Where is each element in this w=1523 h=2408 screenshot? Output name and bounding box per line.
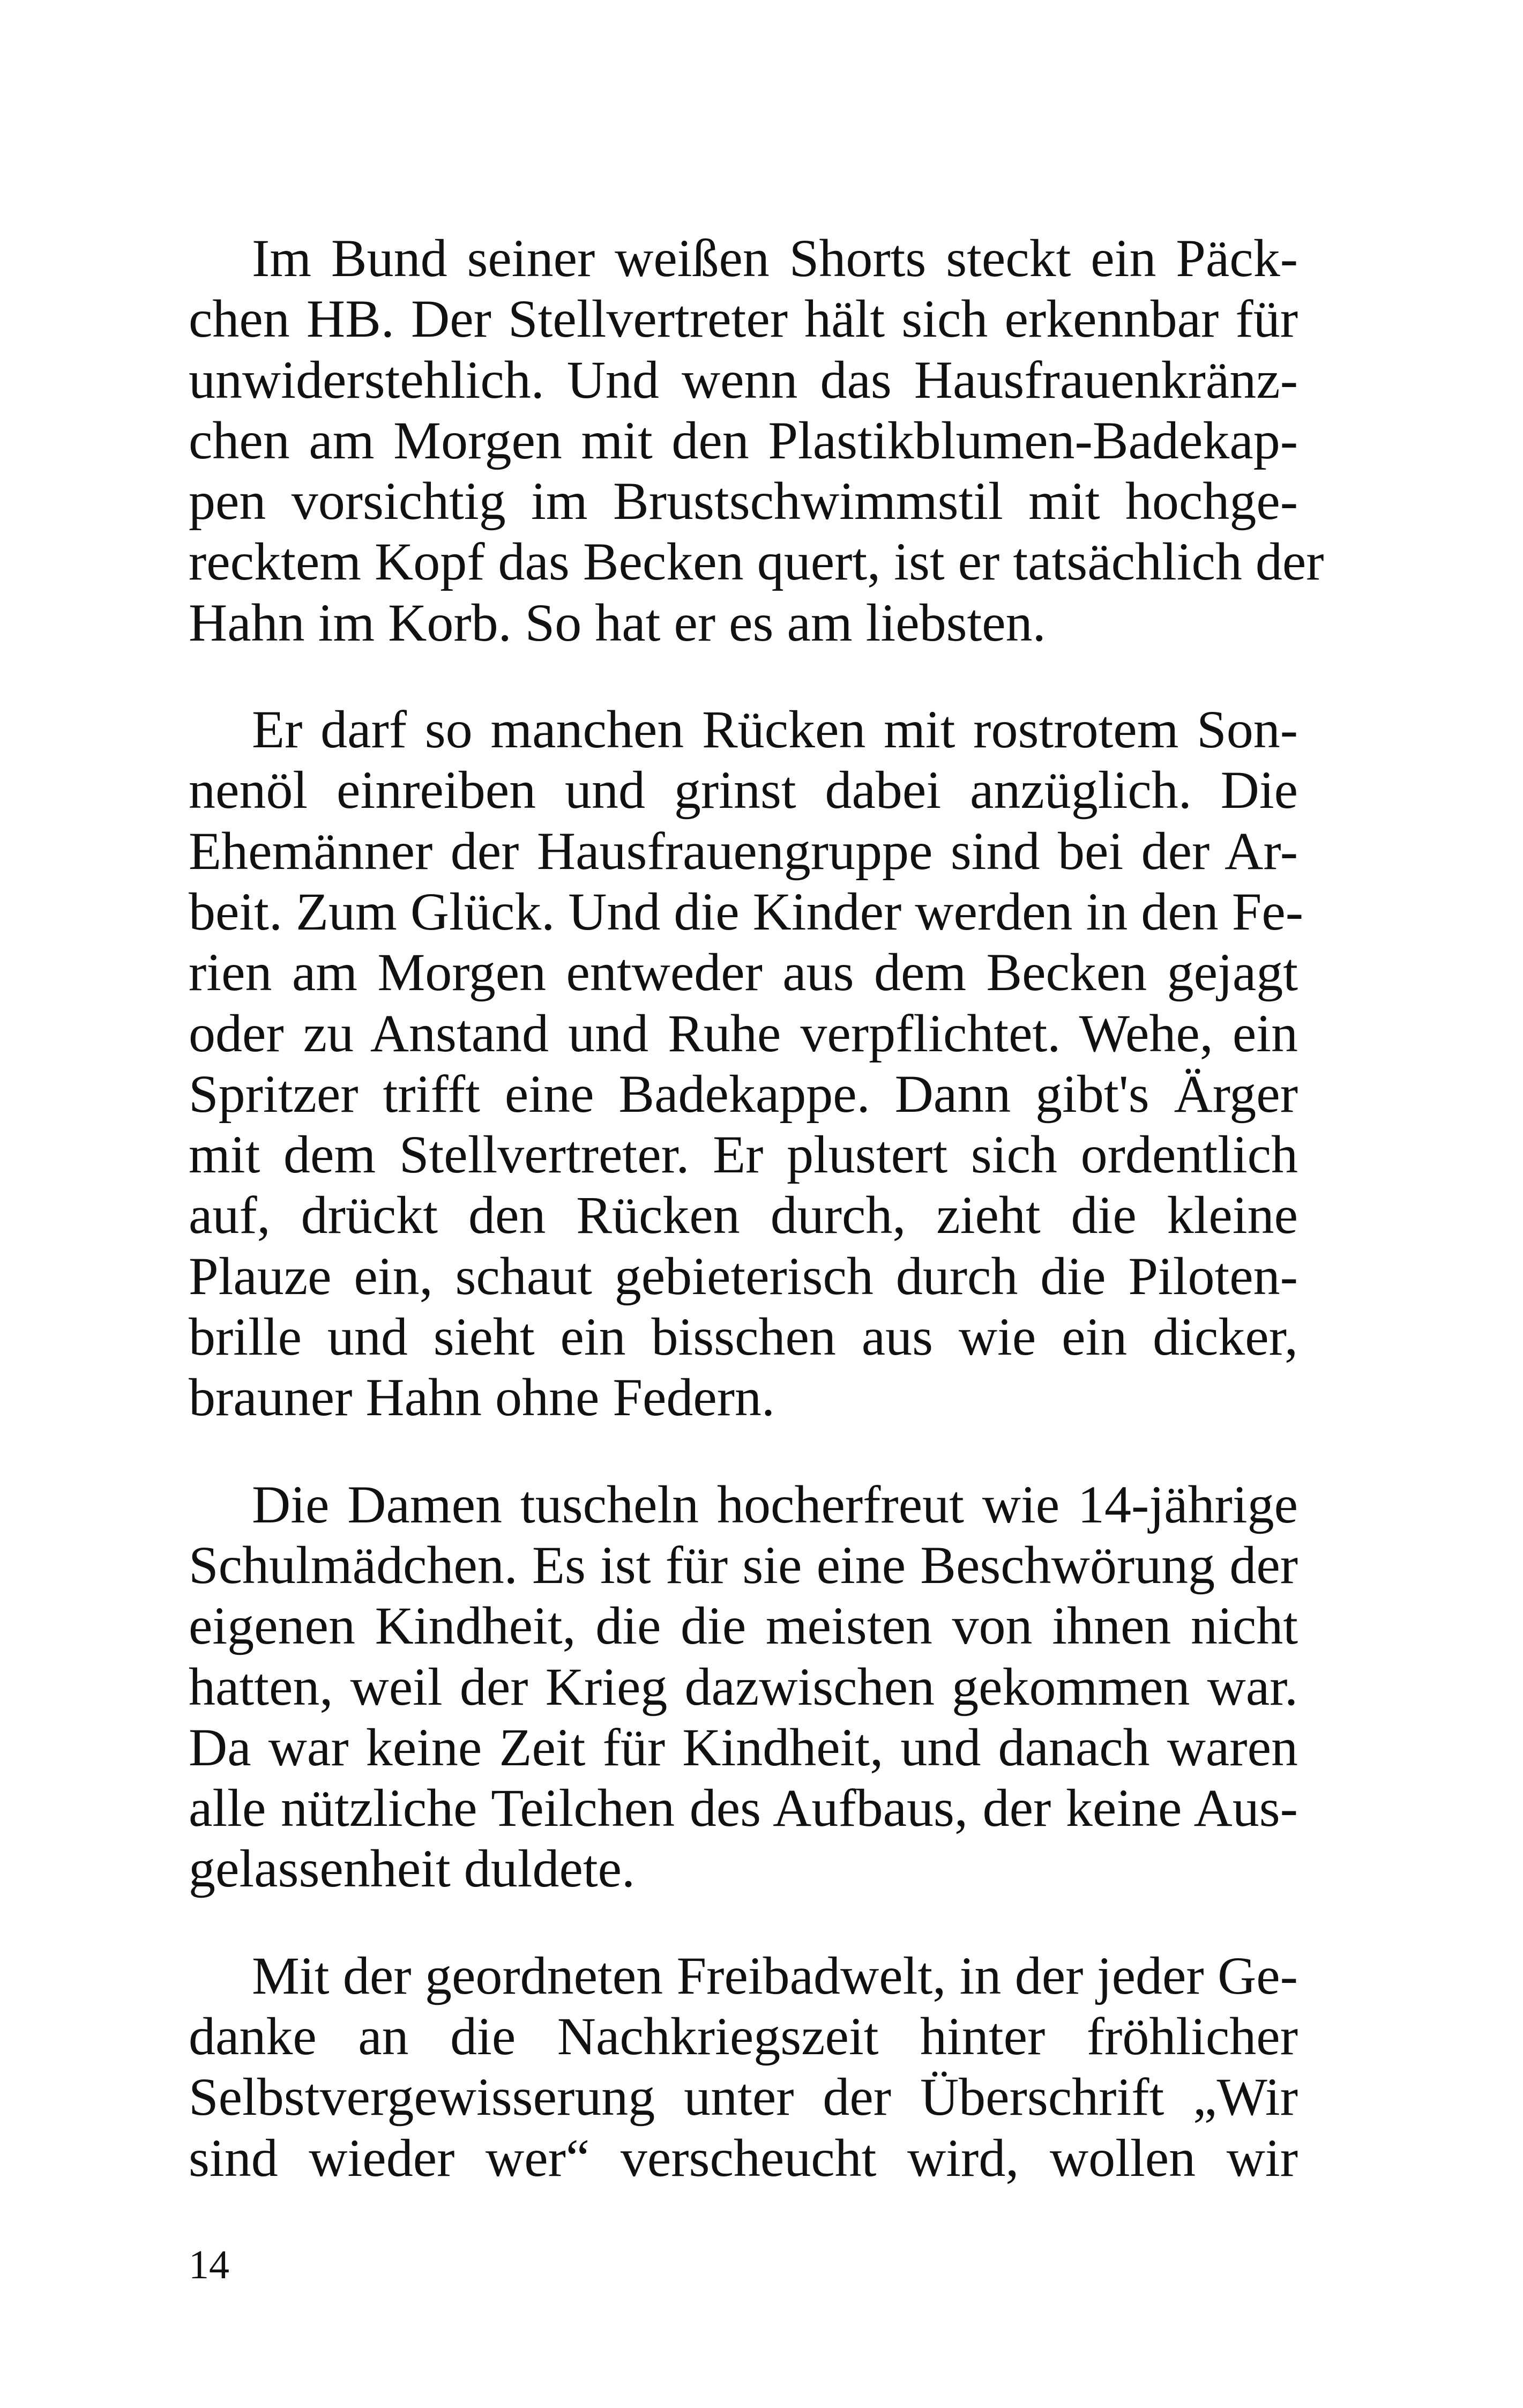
paragraph-3	[189, 1474, 1298, 1899]
text-line: Er darf so manchen Rücken mit rostrotem Son-	[252, 700, 1298, 760]
text-line: recktem Kopf das Becken quert, ist er tatsächlich der	[189, 532, 1324, 592]
text-line: oder zu Anstand und Ruhe verpflichtet. Wehe, ein	[189, 1003, 1298, 1063]
text-line: nenöl einreiben und grinst dabei anzüglich. Die	[189, 760, 1298, 820]
text-line: Hahn im Korb. So hat er es am liebsten.	[189, 592, 1046, 652]
text-line: Im Bund seiner weißen Shorts steckt ein Päck-	[252, 228, 1298, 288]
text-line: Ehemänner der Hausfrauengruppe sind bei der Ar-	[189, 821, 1298, 881]
text-line: sind wieder wer“ verscheucht wird, wollen wir	[189, 2128, 1298, 2188]
text-line: gelassenheit duldete.	[189, 1839, 636, 1899]
paragraph-2	[189, 699, 1304, 1428]
text-line: brille und sieht ein bisschen aus wie ein dicker,	[189, 1307, 1298, 1367]
text-line: Selbstvergewisserung unter der Überschrift „Wir	[189, 2067, 1298, 2127]
text-line: Die Damen tuscheln hocherfreut wie 14-jährige	[252, 1474, 1298, 1534]
text-line: brauner Hahn ohne Federn.	[189, 1367, 775, 1428]
text-line: hatten, weil der Krieg dazwischen gekommen war.	[189, 1656, 1298, 1716]
body-text	[189, 228, 1324, 2234]
text-line: auf, drückt den Rücken durch, zieht die kleine	[189, 1185, 1298, 1245]
text-line: rien am Morgen entweder aus dem Becken gejagt	[189, 942, 1298, 1002]
text-line: unwiderstehlich. Und wenn das Hausfrauenkränz-	[189, 350, 1298, 410]
text-line: chen am Morgen mit den Plastikblumen-Badekap-	[189, 410, 1298, 470]
text-line: Mit der geordneten Freibadwelt, in der jeder Ge-	[252, 1945, 1298, 2005]
text-line: Spritzer trifft eine Badekappe. Dann gibt's Ärger	[189, 1064, 1298, 1124]
paragraph-1	[189, 228, 1324, 653]
text-line: pen vorsichtig im Brustschwimmstil mit hochge-	[189, 471, 1298, 531]
text-line: chen HB. Der Stellvertreter hält sich erkennbar für	[189, 289, 1298, 349]
text-line: alle nützliche Teilchen des Aufbaus, der keine Aus-	[189, 1778, 1298, 1838]
text-line: Da war keine Zeit für Kindheit, und danach waren	[189, 1717, 1298, 1777]
text-line: beit. Zum Glück. Und die Kinder werden in den Fe-	[189, 881, 1304, 941]
text-line: danke an die Nachkriegszeit hinter fröhlicher	[189, 2006, 1298, 2067]
text-line: Plauze ein, schaut gebieterisch durch die Piloten-	[189, 1246, 1298, 1306]
text-line: Schulmädchen. Es ist für sie eine Beschwörung der	[189, 1535, 1298, 1595]
page-number: 14	[189, 2242, 229, 2287]
text-line: mit dem Stellvertreter. Er plustert sich ordentlich	[189, 1125, 1298, 1185]
paragraph-4	[189, 1945, 1298, 2188]
text-line: eigenen Kindheit, die die meisten von ihnen nicht	[189, 1596, 1298, 1656]
